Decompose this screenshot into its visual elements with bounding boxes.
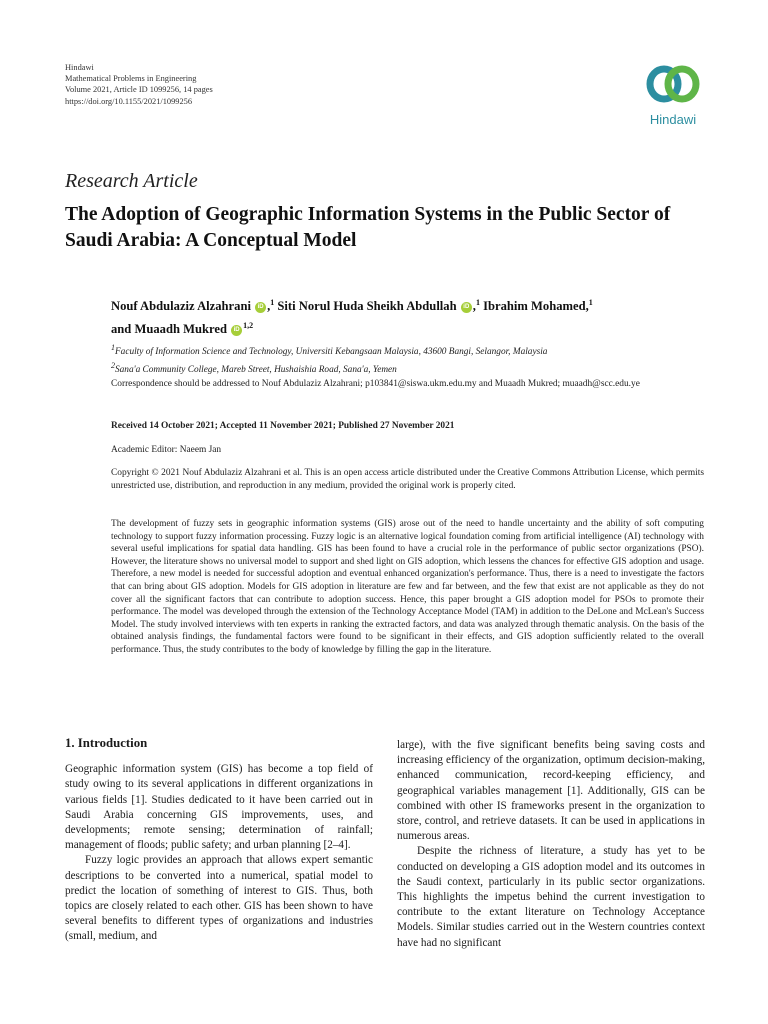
- body-paragraph: Geographic information system (GIS) has become a top field of study owing to its several applications in different organizations in various fields [1]. Studies dedicated to it have been carried out in Saudi Arabia concerning GIS improvements, uses, and developments; remote sensing; determination of rainfall; management of floods; public safety; and urban planning [2–4].: [65, 763, 373, 852]
- logo-text: Hindawi: [649, 112, 697, 127]
- affiliation-mark: 2: [111, 361, 115, 371]
- author-affiliation-mark: 1,2: [243, 321, 254, 331]
- author-affiliation-mark: 1: [270, 298, 275, 307]
- journal-name: Mathematical Problems in Engineering: [65, 74, 197, 84]
- author-affiliation-mark: 1: [588, 298, 593, 307]
- doi-link[interactable]: https://doi.org/10.1155/2021/1099256: [65, 96, 193, 106]
- publication-dates: Received 14 October 2021; Accepted 11 November 2021; Published 27 November 2021: [111, 421, 455, 431]
- section-heading: 1. Introduction: [65, 736, 148, 750]
- orcid-icon[interactable]: iD: [255, 302, 266, 313]
- orcid-icon[interactable]: iD: [231, 325, 242, 336]
- correspondence: Correspondence should be addressed to Nouf Abdulaziz Alzahrani; p103841@siswa.ukm.edu.my and Muaadh Mukred; muaadh@scc.edu.ye: [111, 379, 640, 389]
- affiliation-mark: 1: [111, 343, 115, 352]
- author-name[interactable]: Ibrahim Mohamed,: [483, 299, 589, 314]
- academic-editor: Academic Editor: Naeem Jan: [111, 445, 222, 455]
- affiliation-item: [111, 341, 731, 359]
- abstract: The development of fuzzy sets in geographic information systems (GIS) arose out of the need to handle uncertainty and the ability of soft computing technology to support fuzzy information processing. Fuzzy logic is an alternative logical foundation coming from artificial intelligence (AI) technology with several useful implications for spatial data handling. GIS has been found to have a crucial role in the performance of public sector organizations (PSO). However, the literature shows no universal model to support and shed light on GIS adoption, which lessens the chances for effective GIS adoption and usage. Therefore, a new model is needed for successful adoption and eventual enhanced organization's performance. Thus, there is a need to investigate the factors that can bring about GIS adoption. Models for GIS adoption in literature are few and far between, and the few that exist are not applicable as they do not cover all the significant factors that can contribute to adoption success. Hence, this paper brought a GIS adoption model for PSOs to promote their performance. The model was developed through the extension of the Technology Acceptance Model (TAM) in addition to the DeLone and McLean's Success Model. The study involved interviews with ten experts in ranking the extracted factors, and data was analyzed through thematic analysis. On the basis of the obtained analysis findings, the fundamental factors were found to be significant in their effects, and GIS adoption sufficiently related to the overall performance. Thus, the study contributes to the body of knowledge by filling the gap in the literature.: [111, 519, 704, 655]
- copyright-notice: Copyright © 2021 Nouf Abdulaziz Alzahrani et al. This is an open access article distributed under the Creative Commons Attribution License, which permits unrestricted use, distribution, and reproduction in any medium, provided the original work is properly cited.: [111, 468, 704, 491]
- body-paragraph: Fuzzy logic provides an approach that allows expert semantic descriptions to be converted into a numerical, spatial model to predict the location of something of interest to GIS. Thus, both topics are closely related to each other. GIS has been shown to have several benefits to different types of organizations and industries (small, medium, and: [65, 854, 373, 943]
- journal-meta: [65, 62, 213, 107]
- affiliation-item: [111, 359, 731, 377]
- body-left-column: [65, 736, 373, 945]
- author-affiliation-mark: 1: [475, 298, 480, 307]
- author-name[interactable]: Nouf Abdulaziz Alzahrani: [111, 299, 251, 314]
- orcid-icon[interactable]: iD: [461, 302, 472, 313]
- volume-info: Volume 2021, Article ID 1099256, 14 pages: [65, 85, 213, 95]
- author-name[interactable]: and Muaadh Mukred: [111, 322, 227, 337]
- body-right-column: [397, 738, 705, 951]
- affiliation-text: Faculty of Information Science and Technology, Universiti Kebangsaan Malaysia, 43600 Bangi, Selangor, Malaysia: [115, 347, 548, 358]
- affiliations: [111, 341, 731, 377]
- body-paragraph: Despite the richness of literature, a study has yet to be conducted on developing a GIS adoption model and its outcomes in the Saudi context, particularly in its public sector organizations. This highlights the impetus behind the current investigation to contribute to the extant literature on Technology Acceptance Models. Similar studies carried out in the Western countries context have had no significant: [397, 845, 705, 949]
- body-paragraph: large), with the five significant benefits being saving costs and increasing efficiency of the organization, optimum decision-making, enhanced communication, record-keeping efficiency, and geographical variables management [1]. Additionally, GIS can be combined with other IS frameworks present in the organization to store, control, and retrieve datasets. It can be used in applications in numerous areas.: [397, 739, 705, 843]
- article-title: The Adoption of Geographic Information Systems in the Public Sector of Saudi Arabia: A Conceptual Model: [65, 204, 671, 251]
- affiliation-text: Sana'a Community College, Mareb Street, Hushaishia Road, Sana'a, Yemen: [115, 365, 397, 376]
- article-type: Research Article: [65, 170, 198, 192]
- author-list: Nouf Abdulaziz Alzahrani iD ,$^1$ Siti Norul Huda Sheikh Abdullah iD ,$^1$ Ibrahim Mohamed,$^1$ and Muaadh Mukred iD $^{1,2}$: [111, 298, 593, 337]
- author-name[interactable]: Siti Norul Huda Sheikh Abdullah: [277, 299, 457, 314]
- publisher-name: Hindawi: [65, 63, 94, 72]
